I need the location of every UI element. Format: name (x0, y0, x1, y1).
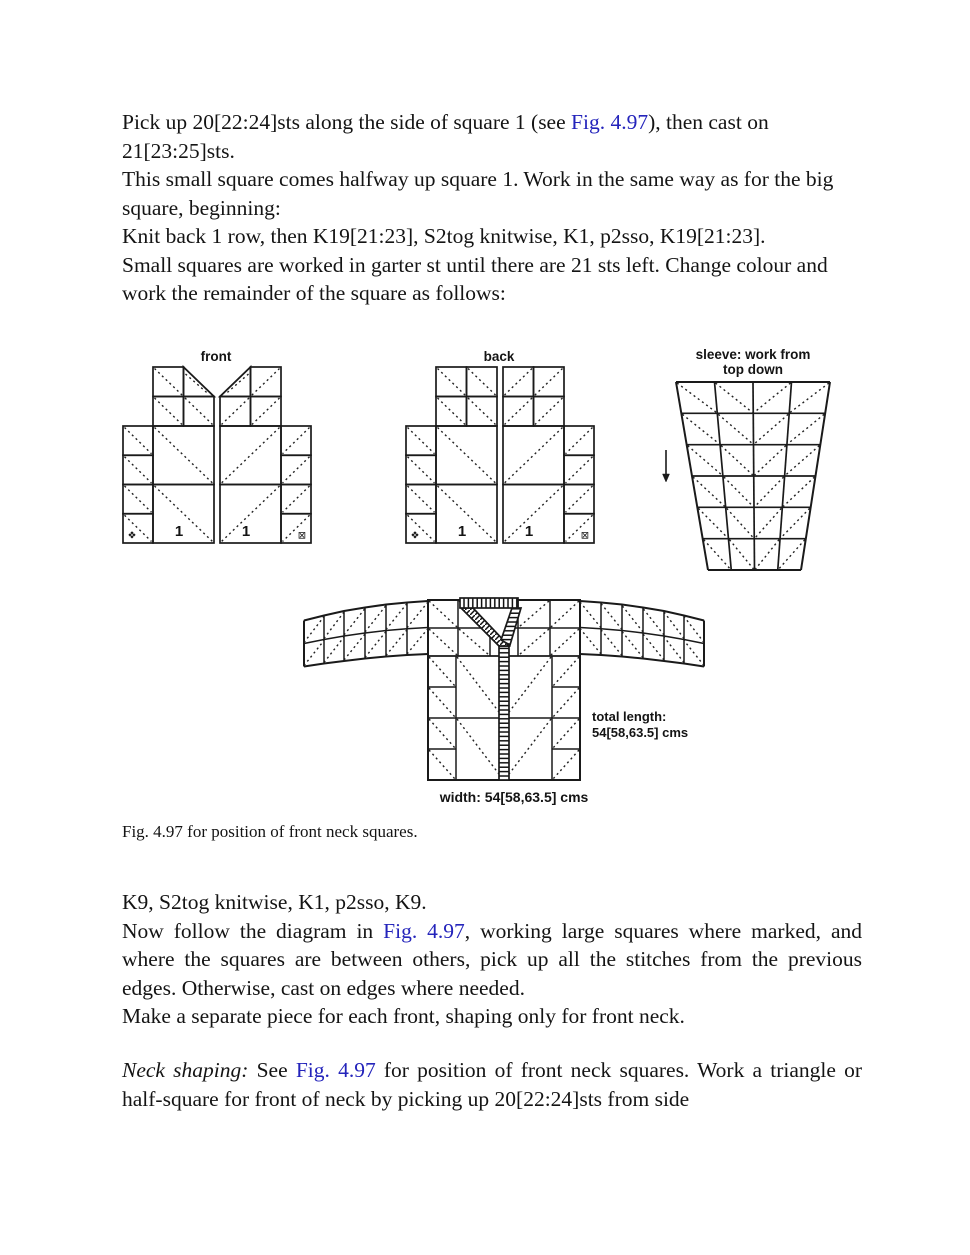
paragraph (122, 251, 862, 308)
paragraph (122, 1002, 862, 1031)
svg-text:❖: ❖ (127, 530, 137, 542)
text-run: Knit back 1 row, then K19[21:23], S2tog knitwise, K1, p2sso, K19[21:23]. (122, 224, 766, 248)
sleeve-piece-diagram (658, 346, 840, 583)
text-run: Small squares are worked in garter st until there are 21 sts left. Change colour and work the remainder of the square as follows: (122, 252, 828, 305)
text-run: for position of front neck squares. Work a triangle or half-square for front of neck by picking up 20[22:24]sts from side (122, 1058, 863, 1111)
italic-label: Neck shaping: (122, 1058, 249, 1082)
text-run: ), then cast on 21[23:25]sts. (122, 110, 769, 163)
assembled-garment-diagram (300, 590, 800, 817)
svg-text:front: front (200, 350, 232, 364)
paragraph (122, 222, 862, 251)
instruction-paragraphs (122, 888, 862, 1031)
text-run: Make a separate piece for each front, shaping only for front neck. (122, 1004, 685, 1028)
text-run: See (248, 1058, 296, 1082)
svg-text:⊠: ⊠ (297, 530, 307, 542)
back-piece-svg (404, 350, 596, 550)
fig-497-link[interactable]: Fig. 4.97 (383, 918, 465, 943)
text-run: K9, S2tog knitwise, K1, p2sso, K9. (122, 890, 427, 914)
front-piece-diagram (121, 350, 313, 555)
intro-paragraphs (122, 108, 862, 308)
svg-text:back: back (483, 350, 515, 364)
assembled-garment-svg (300, 590, 800, 812)
fig-497-link[interactable]: Fig. 4.97 (571, 110, 649, 134)
svg-text:top down: top down (723, 362, 783, 377)
svg-text:1: 1 (174, 523, 184, 540)
text-run: Pick up 20[22:24]sts along the side of square 1 (see (122, 110, 572, 134)
svg-text:sleeve: work from: sleeve: work from (695, 347, 811, 362)
svg-text:1: 1 (524, 523, 534, 540)
svg-text:54[58,63.5] cms: 54[58,63.5] cms (592, 725, 689, 740)
svg-text:width: 54[58,63.5] cms: width: 54[58,63.5] cms (439, 789, 589, 805)
text-run: , working large squares where marked, and where the squares are between others, pick up all the stitches from the previous edges. Otherwise, cast on edges where needed. (122, 918, 862, 1000)
fig-497-link[interactable]: Fig. 4.97 (295, 1058, 376, 1082)
front-piece-svg (121, 350, 313, 550)
text-run: Now follow the diagram in (122, 918, 384, 943)
paragraph (122, 888, 862, 917)
text-run: This small square comes halfway up square 1. Work in the same way as for the big square, beginning: (122, 167, 834, 220)
svg-text:1: 1 (241, 523, 251, 540)
svg-text:total length:: total length: (592, 709, 667, 724)
neck-shaping-paragraph (122, 1056, 862, 1113)
paragraph (122, 108, 862, 165)
paragraph (122, 917, 862, 1003)
figure-caption: Fig. 4.97 for position of front neck squares. (122, 822, 418, 841)
paragraph (122, 165, 862, 222)
svg-text:1: 1 (457, 523, 467, 540)
back-piece-diagram (404, 350, 596, 555)
sleeve-piece-svg (658, 346, 840, 578)
paragraph (122, 1056, 862, 1113)
svg-text:⊠: ⊠ (580, 530, 590, 542)
svg-text:❖: ❖ (410, 530, 420, 542)
